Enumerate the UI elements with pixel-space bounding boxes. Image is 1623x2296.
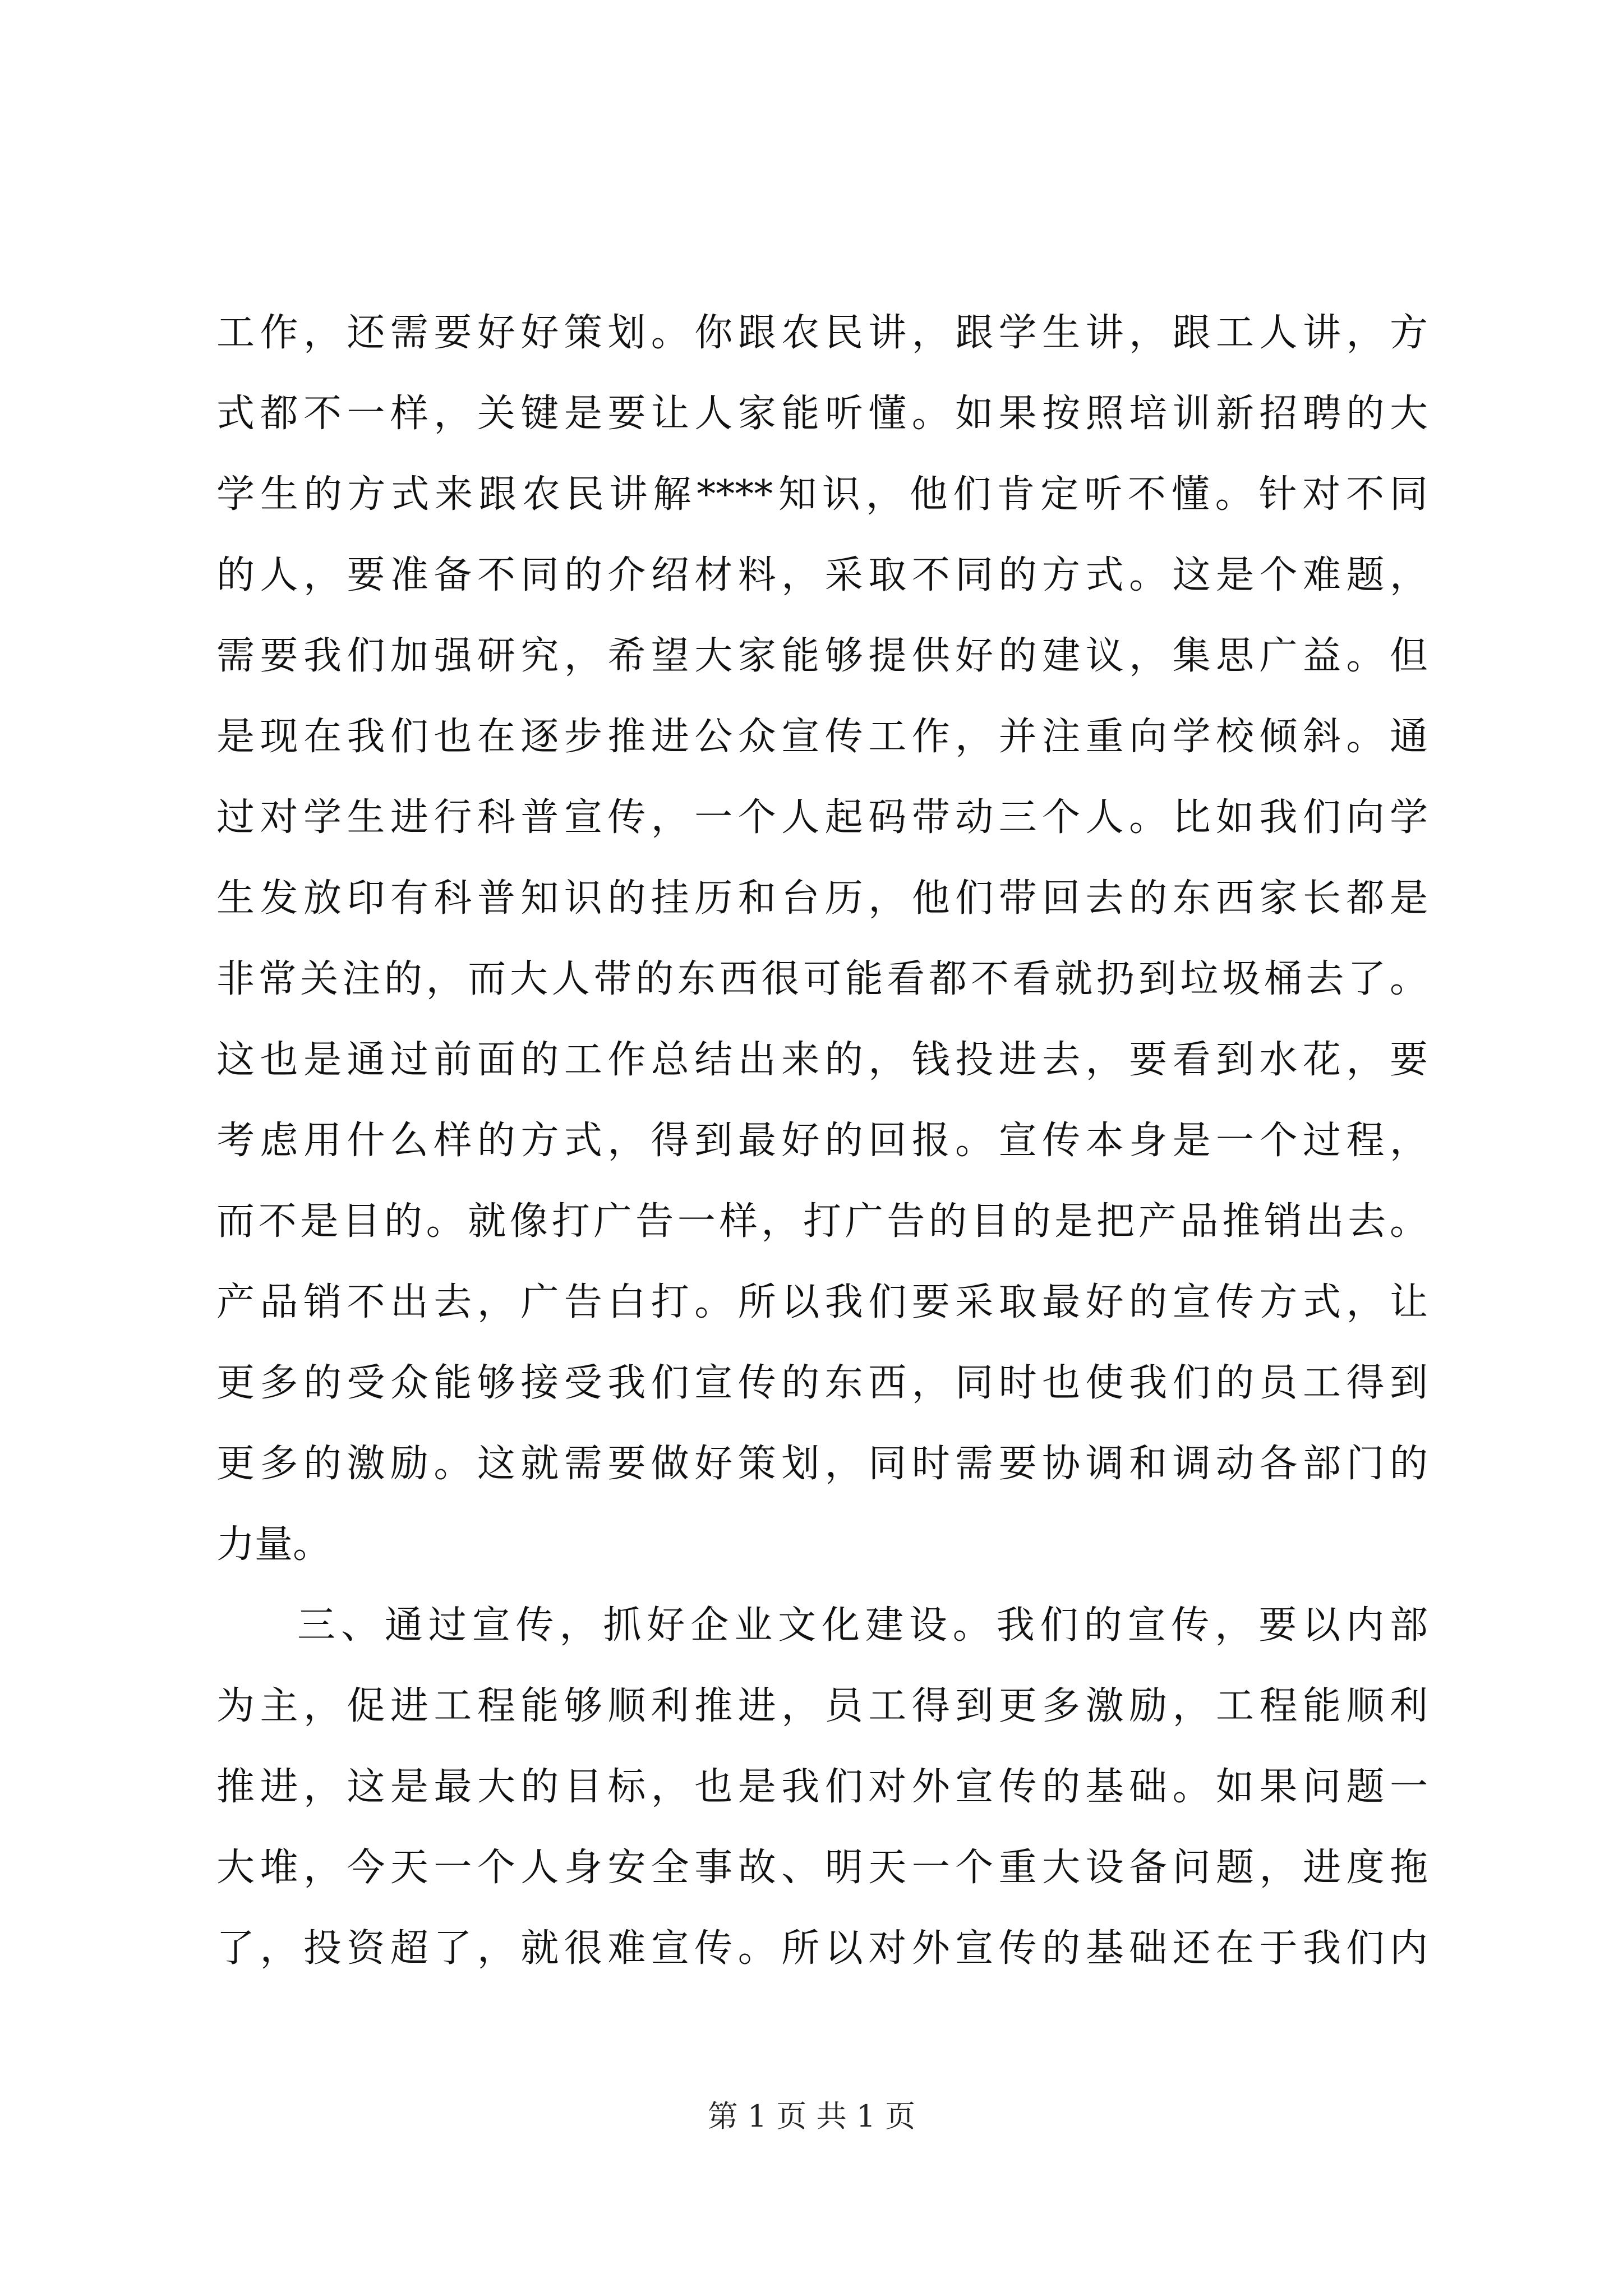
text-line: 考虑用什么样的方式，得到最好的回报。宣传本身是一个过程， <box>216 1119 1428 1163</box>
text-line: 式都不一样，关键是要让人家能听懂。如果按照培训新招聘的大 <box>216 392 1428 436</box>
text-line: 产品销不出去，广告白打。所以我们要采取最好的宣传方式，让 <box>216 1280 1428 1324</box>
text-line: 工作，还需要好好策划。你跟农民讲，跟学生讲，跟工人讲，方 <box>216 311 1428 355</box>
text-line: 推进，这是最大的目标，也是我们对外宣传的基础。如果问题一 <box>216 1765 1428 1809</box>
text-line: 需要我们加强研究，希望大家能够提供好的建议，集思广益。但 <box>216 634 1428 678</box>
text-line: 大堆，今天一个人身安全事故、明天一个重大设备问题，进度拖 <box>216 1846 1428 1890</box>
page-number-label: 第 1 页 共 1 页 <box>707 2099 916 2134</box>
text-line: 的人，要准备不同的介绍材料，采取不同的方式。这是个难题， <box>216 553 1428 597</box>
text-line: 是现在我们也在逐步推进公众宣传工作，并注重向学校倾斜。通 <box>216 715 1428 759</box>
text-line: 为主，促进工程能够顺利推进，员工得到更多激励，工程能顺利 <box>216 1684 1428 1728</box>
text-line: 而不是目的。就像打广告一样，打广告的目的是把产品推销出去。 <box>216 1199 1428 1244</box>
body-text <box>216 293 1428 1989</box>
text-line: 非常关注的，而大人带的东西很可能看都不看就扔到垃圾桶去了。 <box>216 957 1428 1001</box>
text-line: 三、通过宣传，抓好企业文化建设。我们的宣传，要以内部 <box>297 1603 1428 1648</box>
text-line: 学生的方式来跟农民讲解****知识，他们肯定听不懂。针对不同 <box>216 472 1428 517</box>
text-line: 了，投资超了，就很难宣传。所以对外宣传的基础还在于我们内 <box>216 1926 1428 1971</box>
text-line: 生发放印有科普知识的挂历和台历，他们带回去的东西家长都是 <box>216 876 1428 921</box>
text-line: 更多的激励。这就需要做好策划，同时需要协调和调动各部门的 <box>216 1442 1428 1486</box>
text-line: 更多的受众能够接受我们宣传的东西，同时也使我们的员工得到 <box>216 1361 1428 1405</box>
text-line: 力量。 <box>216 1522 331 1567</box>
text-line: 过对学生进行科普宣传，一个人起码带动三个人。比如我们向学 <box>216 795 1428 840</box>
text-line: 这也是通过前面的工作总结出来的，钱投进去，要看到水花，要 <box>216 1038 1428 1082</box>
page-footer <box>0 2097 1623 2136</box>
